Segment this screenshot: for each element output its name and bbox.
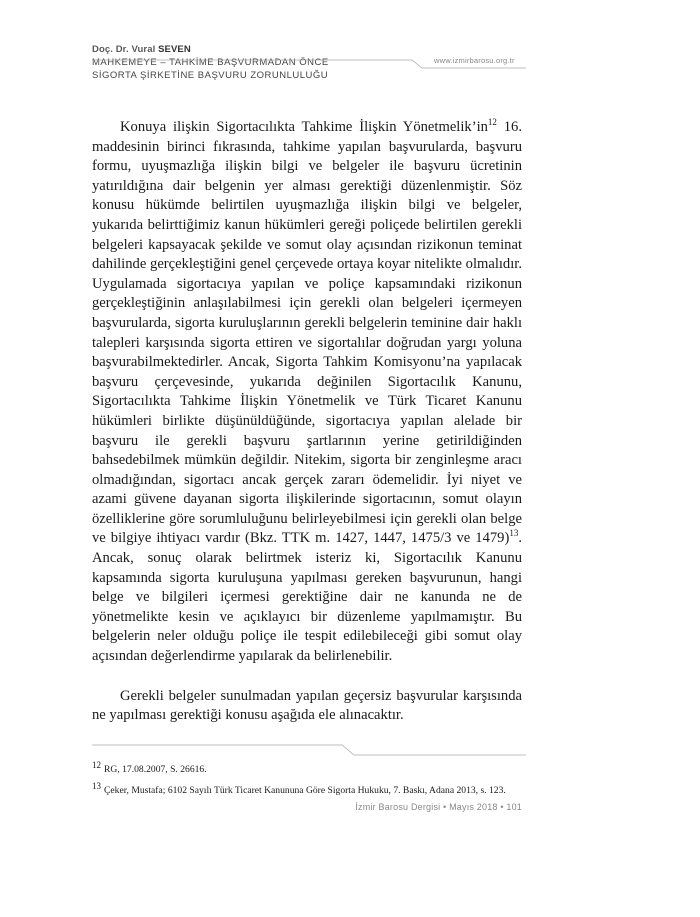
website-url: www.izmirbarosu.org.tr: [434, 56, 515, 65]
footnote-rule: [92, 743, 526, 759]
footnote-ref-13: 13: [509, 528, 519, 539]
footnote-13: 13 Çeker, Mustafa; 6102 Sayılı Türk Ticaret Kanununa Göre Sigorta Hukuku, 7. Baskı, Adana 2013, s. 123.: [92, 780, 506, 796]
paragraph-2: Gerekli belgeler sunulmadan yapılan geçersiz başvurular karşısında ne yapılması gerektiği konusu aşağıda ele alınacaktır.: [92, 687, 522, 724]
page-footer: İzmir Barosu Dergisi • Mayıs 2018 • 101: [355, 802, 522, 812]
subtitle-line-2: SİGORTA ŞİRKETİNE BAŞVURU ZORUNLULUĞU: [92, 69, 329, 81]
footnote-ref-12: 12: [487, 117, 497, 128]
paragraph-1: Konuya ilişkin Sigortacılıkta Tahkime İlişkin $Yönetmelik’in^{12}$ 16. maddesinin birinci fıkrasında, tahkime yapılan başvurularda, başvuru formu, uyuşmazlığa ilişkin bilgi ve belgeler ile başvuru ücretinin yatırıldığına dair belgenin yer alması gerektiği düzenlenmiştir. Söz konusu hükümde belirtilen uyuşmazlığa ilişkin bilgi ve belgeler, yukarıda belirttiğimiz kanun hükümleri gereği poliçede belirtilen gerekli belgeleri kapsayacak şekilde ve somut olay açısından rizikonun teminat dahilinde gerçekleştiğini genel çerçevede ortaya koyar nitelikte olmalıdır. Uygulamada sigortacıya yapılan ve poliçe kapsamındaki rizikonun gerçekleştiğinin anlaşılabilmesi için gerekli olan belgeleri içermeyen başvurularda, sigorta kuruluşlarının gerekli belgelerin teminine dair haklı talepleri karşısında sigorta ettiren ve sigortalılar doğrudan yargı yoluna başvurabilmektedirler. Ancak, Sigorta Tahkim Komisyonu’na yapılacak başvuru çerçevesinde, yukarıda değinilen Sigortacılık Kanunu, Sigortacılıkta Tahkime İlişkin Yönetmelik ve Türk Ticaret Kanunu hükümleri birlikte düşünüldüğünde, sigortacıya yapılan alelade bir başvuru ile gerekli başvuru şartlarının yerine getirildiğinden bahsedebilmek mümkün değildir. Nitekim, sigorta bir zenginleşme aracı olmadığından, sigortacı ancak gerçek zararı ödemelidir. İyi niyet ve azami güvene dayanan sigorta ilişkilerinde sigortacının, somut olayın özelliklerine göre sorumluluğunu belirleyebilmesi için gerekli olan belge ve bilgiye ihtiyacı vardır (Bkz. TTK m. 1427, 1447, 1475/3 ve 1479)$^{13}$. Ancak, sonuç olarak belirtmek isteriz ki, Sigortacılık Kanunu kapsamında sigorta kuruluşuna yapılması gereken başvurunun, hangi belge ve bilgileri içermesi gerektiğine dair ne kanunda ne de yönetmelikte kesin ve açıklayıcı bir düzenleme yapılmamıştır. Bu belgelerin neler olduğu poliçe ile tespit edilebileceği gibi somut olay açısından değerlendirme yapılarak da belirlenebilir.: [92, 117, 522, 665]
article-body: [92, 118, 522, 726]
footnotes: [92, 759, 522, 806]
author-name: Doç. Dr. Vural SEVEN: [92, 44, 191, 55]
footnote-12: 12 RG, 17.08.2007, S. 26616.: [92, 759, 207, 775]
header-rule: [92, 58, 526, 70]
subtitle-line-1: MAHKEMEYE – TAHKİME BAŞVURMADAN ÖNCE: [92, 57, 329, 68]
